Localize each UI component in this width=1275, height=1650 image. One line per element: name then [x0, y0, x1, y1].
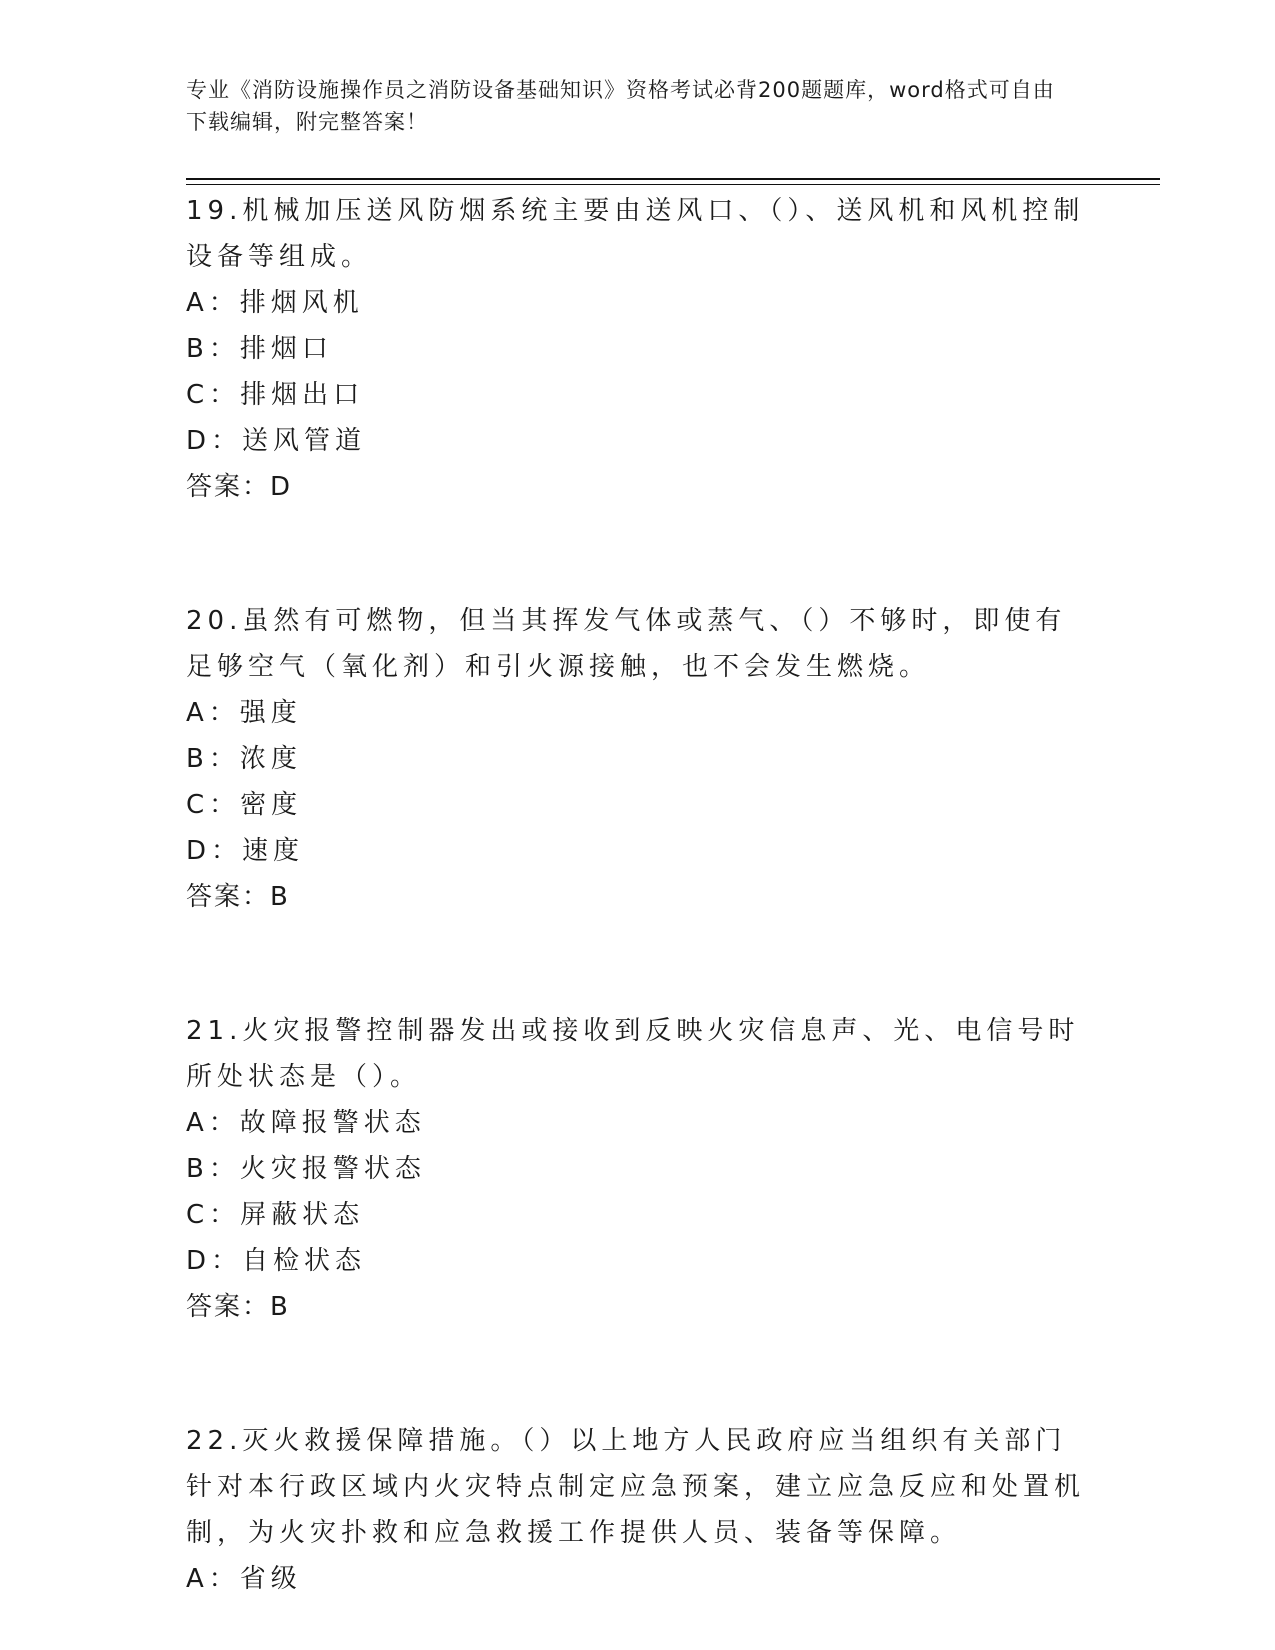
option-c: C：排烟出口 — [186, 380, 365, 410]
question-text: 22.灭火救援保障措施。（）以上地方人民政府应当组织有关部门针对本行政区域内火灾特点制定应急预案，建立应急反应和处置机制，为火灾扑救和应急救援工作提供人员、装备等保障。 — [186, 1426, 1086, 1548]
question-gap — [186, 920, 1086, 1008]
option-a: A：强度 — [186, 698, 302, 728]
document-header: 专业《消防设施操作员之消防设备基础知识》资格考试必背200题题库，word格式可自由下载编辑，附完整答案！ — [186, 78, 1055, 134]
answer: 答案：B — [186, 882, 290, 912]
option-a: A：省级 — [186, 1564, 302, 1594]
question-list — [186, 188, 1086, 1602]
option-a: A：故障报警状态 — [186, 1108, 426, 1138]
option-d: D：送风管道 — [186, 426, 367, 456]
option-b: B：火灾报警状态 — [186, 1154, 426, 1184]
question-22 — [186, 1418, 1086, 1602]
question-19 — [186, 188, 1086, 510]
question-text: 20.虽然有可燃物，但当其挥发气体或蒸气、（）不够时，即使有足够空气（氧化剂）和引火源接触，也不会发生燃烧。 — [186, 606, 1067, 682]
question-20 — [186, 598, 1086, 920]
question-gap — [186, 1330, 1086, 1418]
option-d: D：自检状态 — [186, 1246, 367, 1276]
question-21 — [186, 1008, 1086, 1330]
question-text: 21.火灾报警控制器发出或接收到反映火灾信息声、光、电信号时所处状态是（）。 — [186, 1016, 1080, 1092]
option-a: A：排烟风机 — [186, 288, 364, 318]
header-rule-thick — [186, 178, 1160, 180]
option-b: B：浓度 — [186, 744, 302, 774]
question-gap — [186, 510, 1086, 598]
answer: 答案：D — [186, 472, 293, 502]
option-c: C：密度 — [186, 790, 303, 820]
header-rule-thin — [186, 184, 1160, 185]
answer: 答案：B — [186, 1292, 290, 1322]
option-d: D：速度 — [186, 836, 305, 866]
option-c: C：屏蔽状态 — [186, 1200, 365, 1230]
option-b: B：排烟口 — [186, 334, 333, 364]
question-text: 19.机械加压送风防烟系统主要由送风口、（）、送风机和风机控制设备等组成。 — [186, 196, 1085, 272]
